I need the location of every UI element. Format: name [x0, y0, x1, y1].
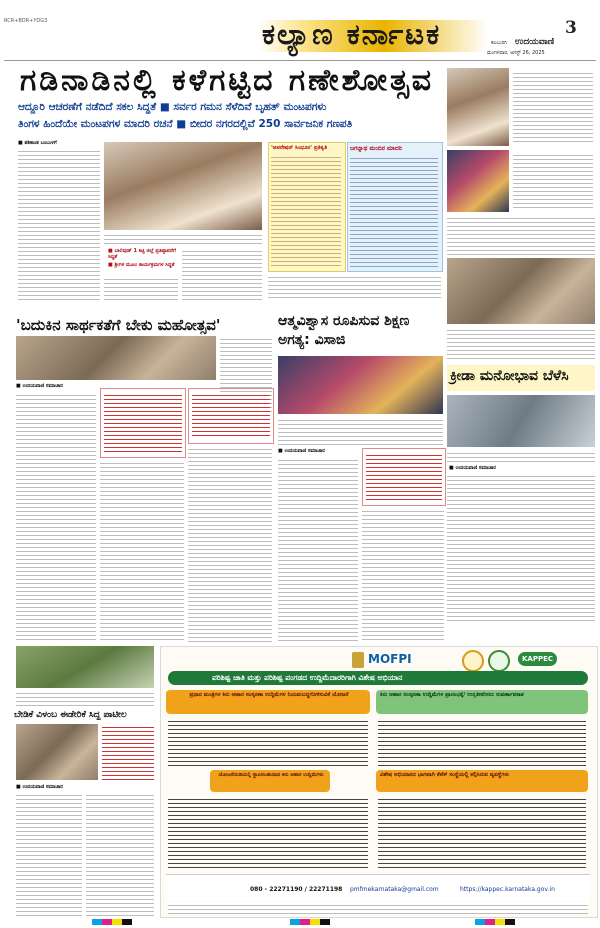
ad-phone: 080 - 22271190 / 22271198	[250, 886, 343, 893]
seer-caption-3	[447, 215, 595, 255]
story5-byline: ■ ಉದಯವಾಣಿ ಸಮಾಚಾರ	[16, 784, 63, 790]
seer-photo-2	[447, 150, 509, 212]
lead-body-col1	[18, 148, 100, 300]
lead-byline: ■ ಶಶಿಕಾಂತ ಬಂಬುಳಗೆ	[18, 140, 57, 146]
lead-headline: ಗಡಿನಾಡಿನಲ್ಲಿ ಕಳೆಗಟ್ಟಿದ ಗಣೇಶೋತ್ಸವ	[20, 63, 435, 98]
page-number: 3	[565, 18, 577, 38]
lead-subhead-1: ಆದ್ದೂರಿ ಆಚರಣೆಗೆ ನಡೆದಿದೆ ಸಕಲ ಸಿದ್ಧತೆ ■ ಸರ್ವರ ಗಮನ ಸೆಳೆದಿವೆ ಬೃಹತ್ ಮಂಟಪಗಳು	[18, 101, 327, 113]
story3-headline: ಆತ್ಮವಿಶ್ವಾಸ ರೂಪಿಸುವ ಶಿಕ್ಷಣ ಅಗತ್ಯ: ವಿಸಾಜಿ	[278, 313, 410, 348]
story3-photo	[278, 356, 443, 414]
story5-photo	[16, 724, 98, 780]
date-line: ಮಂಗಳವಾರ, ಆಗಸ್ಟ್ 26, 2025	[487, 50, 545, 56]
temple-caption	[104, 232, 262, 246]
flower-photo	[447, 258, 595, 324]
registration-marks-right	[475, 919, 515, 925]
edition-code: RCR+BDR+YDG3	[4, 18, 48, 24]
seer-caption-1	[513, 70, 593, 144]
ad-banner-text: ಪರಿಶಿಷ್ಟ ಜಾತಿ ಮತ್ತು ಪರಿಶಿಷ್ಟ ಪಂಗಡದ ಉದ್ದಿಮೆದಾರರಿಗಾಗಿ ವಿಶೇಷ ಅಭಿಯಾನ	[212, 673, 403, 682]
temple-photo	[104, 142, 262, 230]
ad-right-body-2	[378, 796, 586, 870]
flower-caption	[447, 327, 595, 361]
story5-side	[102, 724, 154, 780]
paper-name: ಉದಯವಾಣಿ	[515, 37, 555, 47]
lead-subhead-2: ತಿಂಗಳ ಹಿಂದೆಯೇ ಮಂಟಪಗಳ ಮಾದರಿ ರಚನೆ ■ ಬೀದರ ನಗರದಲ್ಲಿವೆ 250 ಸಾರ್ವಜನಿಕ ಗಣಪತಿ	[18, 118, 353, 130]
ad-right-title-2: ವಿಶೇಷ ಅಭಿಯಾನದ ಭಾಗವಾಗಿ ಕೆಪೆಕ್ ಸಂಸ್ಥೆಯಲ್ಲಿ ಕಲ್ಪಿಸಿರುವ ವ್ಯವಸ್ಥೆಗಳು	[380, 772, 510, 778]
ad-left-title: ಪ್ರಧಾನ ಮಂತ್ರಿಗಳ ಕಿರು ಆಹಾರ ಸಂಸ್ಕರಣಾ ಉದ್ದಿಮೆಗಳ ನಿಯಮಬದ್ಧಗೊಳಿಸುವಿಕೆ ಯೋಜನೆ	[189, 692, 349, 698]
story3-box-text	[366, 452, 442, 500]
lead-bullet-2: ■ ಶ್ರೀಗಳ ಮೂಲ ಕಾರ್ಯಕ್ರಮಗಳ ಸಿದ್ಧತೆ	[108, 262, 175, 268]
sports-body	[447, 473, 595, 623]
sports-photo	[447, 395, 595, 447]
story2-headline: 'ಬದುಕಿನ ಸಾರ್ಥಕತೆಗೆ ಬೇಕು ಮಹೋತ್ಸವ'	[16, 316, 221, 334]
story3-body-col1	[278, 457, 358, 642]
registration-marks-mid	[290, 919, 330, 925]
sports-headline: ಕ್ರೀಡಾ ಮನೋಭಾವ ಬೆಳೆಸಿ	[450, 368, 569, 384]
story5-body-col1	[16, 792, 82, 916]
story2-quote-text-2	[192, 392, 270, 438]
ad-website[interactable]: https://kappec.karnataka.gov.in	[460, 886, 555, 893]
flood-caption	[16, 690, 154, 706]
masthead-rule	[4, 60, 596, 61]
leaf-icon	[488, 650, 510, 672]
lead-body-col3	[104, 276, 178, 300]
box1-body	[271, 154, 341, 266]
story2-body-col1	[16, 392, 96, 642]
mofpi-logo: MOFPI	[368, 652, 412, 666]
story2-body-col2	[100, 460, 184, 642]
flood-photo	[16, 646, 154, 688]
story2-byline: ■ ಉದಯವಾಣಿ ಸಮಾಚಾರ	[16, 383, 63, 389]
lead-body-col4	[268, 274, 441, 300]
lead-body-col2	[182, 248, 262, 300]
seer-caption-2	[513, 152, 593, 210]
story5-headline: ಬೇಡಿಕೆ ವಿಳಂಬ ಈಡೇರಿಕೆ ಸಿದ್ಧ ಪಾಟೀಲ	[14, 710, 127, 720]
paper-prefix: ಕಲಬುರಗಿ	[491, 40, 507, 46]
box2-body	[350, 155, 438, 267]
seal-icon	[462, 650, 484, 672]
ad-right-title: ಕಿರು ಆಹಾರ ಸಂಸ್ಕರಣಾ ಉದ್ದಿಮೆಗಳ ಪ್ರಾರಂಭಕ್ಕೆ/ ಉನ್ನತೀಕರಿಸಲು ಸುವರ್ಣಾವಕಾಶ	[380, 692, 524, 698]
story2-body-col3	[188, 446, 272, 642]
emblem-icon	[352, 652, 364, 668]
story3-byline: ■ ಉದಯವಾಣಿ ಸಮಾಚಾರ	[278, 448, 325, 454]
sports-caption	[447, 450, 595, 462]
ad-left-body	[168, 718, 368, 766]
section-title: ಕಲ್ಯಾಣ ಕರ್ನಾಟಕ	[262, 17, 442, 51]
ad-mid-title: ಯೋಜನೆಯಡಿಯಲ್ಲಿ ಸ್ಥಾಪಿಸಬಹುದಾದ ಕಿರು ಆಹಾರ ಉದ್ದಿಮೆಗಳು	[218, 772, 324, 778]
story3-caption	[278, 417, 443, 445]
story3-body-col2	[362, 508, 444, 642]
ad-footer-text	[168, 902, 588, 914]
box1-title: 'ಆಪರೇಷನ್ ಸಿಂಧೂರ' ಪ್ರತಿಕೃತಿ	[271, 145, 328, 151]
seer-photo-1	[447, 68, 509, 146]
ad-right-body	[378, 718, 586, 766]
kappec-logo: KAPPEC	[518, 652, 557, 666]
registration-marks-left	[92, 919, 132, 925]
story5-body-col2	[86, 792, 154, 916]
lead-bullet-1: ■ ಬಾಲಿವುಡ್ 1 ಕಿಟ್ಟಿ ಜಿಲ್ಲೆ ಪ್ರತಿಷ್ಠಾಪನೆಗೆ ಸಿದ್ಧತೆ	[108, 248, 176, 260]
box2-title: ಜಗನ್ನಾಥ ಮಂದಿರ ಮಾದರಿ	[350, 145, 402, 152]
sports-byline: ■ ಉದಯವಾಣಿ ಸಮಾಚಾರ	[449, 465, 496, 471]
story2-photo	[16, 336, 216, 380]
ad-mid-body	[168, 796, 368, 870]
story2-quote-text	[104, 392, 182, 452]
ad-email: pmfmekarnataka@gmail.com	[350, 886, 439, 893]
